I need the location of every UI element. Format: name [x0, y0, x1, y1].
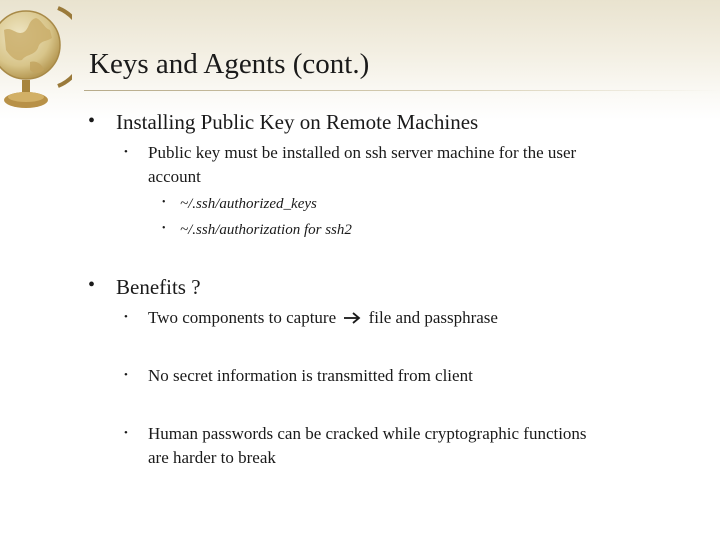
bullet-marker: •	[124, 427, 128, 439]
bullet-marker: •	[124, 146, 128, 158]
globe-icon	[0, 0, 72, 120]
section-heading-benefits: Benefits ?	[116, 275, 201, 299]
title-divider	[84, 90, 720, 91]
point-two-components-after: file and passphrase	[368, 308, 498, 327]
point-human-passwords-line2: are harder to break	[148, 448, 276, 467]
section-heading-install: Installing Public Key on Remote Machines	[116, 110, 479, 134]
point-no-secret: No secret information is transmitted from client	[148, 366, 473, 385]
subpoint-authorized-keys: ~/.ssh/authorized_keys	[180, 196, 317, 212]
subpoint-authorization-ssh2: ~/.ssh/authorization for ssh2	[180, 222, 352, 238]
bullet-marker: •	[124, 369, 128, 381]
point-public-key-line1: Public key must be installed on ssh server machine for the user	[148, 143, 577, 162]
point-human-passwords-line1: Human passwords can be cracked while cryptographic functions	[148, 424, 587, 443]
bullet-marker: •	[88, 110, 96, 132]
bullet-marker: •	[88, 274, 96, 296]
slide-title: Keys and Agents (cont.)	[89, 48, 370, 80]
point-two-components	[148, 306, 498, 330]
point-public-key-line2: account	[148, 167, 201, 186]
right-arrow-icon	[342, 311, 362, 325]
bullet-marker: •	[162, 223, 166, 234]
point-two-components-before: Two components to capture	[148, 308, 337, 327]
bullet-marker: •	[162, 197, 166, 208]
bullet-marker: •	[124, 311, 128, 323]
